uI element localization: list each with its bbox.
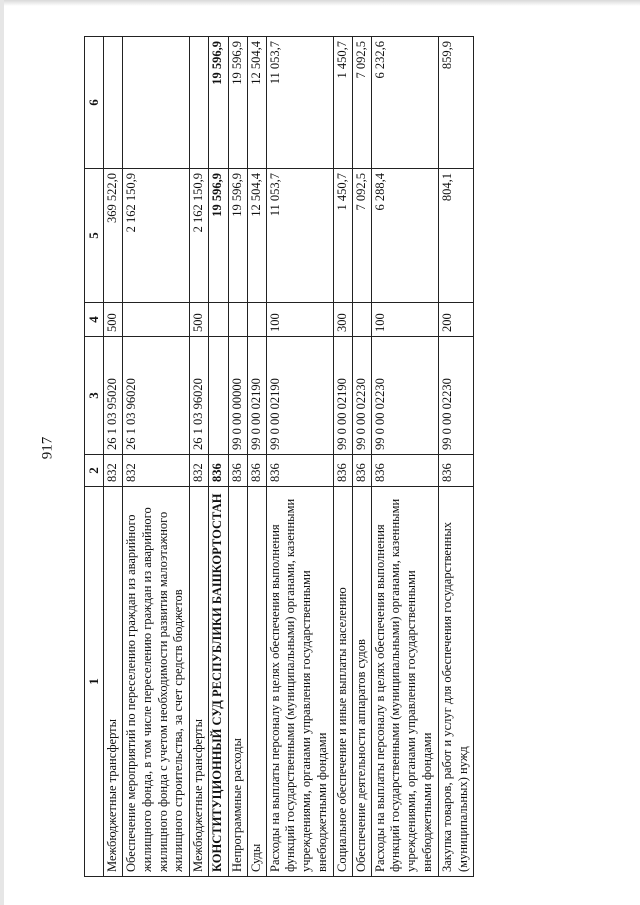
cell-code: 832: [104, 455, 123, 487]
cell-sum-6: 7 092,5: [352, 37, 371, 169]
page-number: 917: [39, 436, 56, 460]
cell-code: 836: [247, 455, 266, 487]
cell-code: 836: [438, 455, 473, 487]
cell-code: 836: [209, 455, 228, 487]
cell-name: Закупка товаров, работ и услуг для обеспечения государственных (муниципальных) нужд: [438, 487, 473, 877]
header-col-5: 5: [85, 169, 104, 303]
table-row: [266, 37, 333, 877]
cell-name: Непрограммные расходы: [228, 487, 247, 877]
cell-type: 100: [371, 303, 438, 337]
cell-sum-6: [123, 37, 190, 169]
cell-code: 836: [228, 455, 247, 487]
cell-sum-5: 12 504,4: [247, 169, 266, 303]
cell-code: 836: [333, 455, 352, 487]
cell-sum-6: 19 596,9: [228, 37, 247, 169]
cell-article: 99 0 00 02230: [352, 337, 371, 455]
cell-name: Обеспечение мероприятий по переселению граждан из аварийного жилищного фонда, в том числе переселению граждан из аварийного жилищного фонда с учетом необходимости развития малоэтажного жилищного строительства, за счет средств бюджетов: [123, 487, 190, 877]
table-row: [333, 37, 352, 877]
cell-article: 99 0 00 02190: [247, 337, 266, 455]
table-row: [104, 37, 123, 877]
cell-sum-5: 6 288,4: [371, 169, 438, 303]
cell-type: [123, 303, 190, 337]
cell-article: 26 1 03 96020: [123, 337, 190, 455]
cell-article: [209, 337, 228, 455]
table-row: [371, 37, 438, 877]
cell-name: Межбюджетные трансферты: [190, 487, 209, 877]
cell-type: [209, 303, 228, 337]
cell-sum-5: 2 162 150,9: [123, 169, 190, 303]
cell-name: Расходы на выплаты персоналу в целях обеспечения выполнения функций государственными (муниципальными) органами, казенными учреждениями, органами управления государственными внебюджетными фондами: [371, 487, 438, 877]
cell-sum-6: 1 450,7: [333, 37, 352, 169]
header-col-3: 3: [85, 337, 104, 455]
cell-sum-5: 7 092,5: [352, 169, 371, 303]
cell-name: Обеспечение деятельности аппаратов судов: [352, 487, 371, 877]
header-col-6: 6: [85, 37, 104, 169]
cell-code: 836: [352, 455, 371, 487]
cell-sum-6: [104, 37, 123, 169]
table-row: [228, 37, 247, 877]
header-col-1: 1: [85, 487, 104, 877]
cell-sum-6: 859,9: [438, 37, 473, 169]
cell-article: 26 1 03 95020: [104, 337, 123, 455]
cell-type: 500: [190, 303, 209, 337]
cell-type: 200: [438, 303, 473, 337]
cell-sum-6: 12 504,4: [247, 37, 266, 169]
rotated-table-wrapper: [84, 37, 474, 877]
table-row: [190, 37, 209, 877]
header-col-2: 2: [85, 455, 104, 487]
budget-table: [84, 36, 474, 877]
cell-name: Межбюджетные трансферты: [104, 487, 123, 877]
cell-article: 26 1 03 96020: [190, 337, 209, 455]
table-row: [352, 37, 371, 877]
cell-name: КОНСТИТУЦИОННЫЙ СУД РЕСПУБЛИКИ БАШКОРТОСТАН: [209, 487, 228, 877]
cell-sum-6: [190, 37, 209, 169]
cell-type: [247, 303, 266, 337]
cell-sum-6: 6 232,6: [371, 37, 438, 169]
header-row: [85, 37, 104, 877]
table-row: [209, 37, 228, 877]
cell-name: Социальное обеспечение и иные выплаты населению: [333, 487, 352, 877]
cell-sum-6: 19 596,9: [209, 37, 228, 169]
cell-code: 836: [266, 455, 333, 487]
cell-sum-5: 19 596,9: [228, 169, 247, 303]
table-body: [104, 37, 474, 877]
cell-sum-5: 19 596,9: [209, 169, 228, 303]
cell-sum-5: 11 053,7: [266, 169, 333, 303]
cell-sum-5: 804,1: [438, 169, 473, 303]
cell-article: 99 0 00 02190: [266, 337, 333, 455]
cell-type: 500: [104, 303, 123, 337]
cell-sum-5: 369 522,0: [104, 169, 123, 303]
cell-article: 99 0 00 02190: [333, 337, 352, 455]
cell-article: 99 0 00 02230: [438, 337, 473, 455]
cell-name: Расходы на выплаты персоналу в целях обеспечения выполнения функций государственными (муниципальными) органами, казенными учреждениями, органами управления государственными внебюджетными фондами: [266, 487, 333, 877]
cell-code: 832: [123, 455, 190, 487]
cell-type: [352, 303, 371, 337]
cell-type: 300: [333, 303, 352, 337]
table-row: [438, 37, 473, 877]
cell-sum-6: 11 053,7: [266, 37, 333, 169]
cell-code: 836: [371, 455, 438, 487]
scan-edge: [0, 0, 640, 6]
header-col-4: 4: [85, 303, 104, 337]
cell-type: 100: [266, 303, 333, 337]
scan-edge-left: [0, 0, 4, 905]
table-row: [247, 37, 266, 877]
cell-article: 99 0 00 00000: [228, 337, 247, 455]
cell-type: [228, 303, 247, 337]
table-row: [123, 37, 190, 877]
cell-article: 99 0 00 02230: [371, 337, 438, 455]
cell-sum-5: 2 162 150,9: [190, 169, 209, 303]
cell-code: 832: [190, 455, 209, 487]
cell-sum-5: 1 450,7: [333, 169, 352, 303]
cell-name: Суды: [247, 487, 266, 877]
